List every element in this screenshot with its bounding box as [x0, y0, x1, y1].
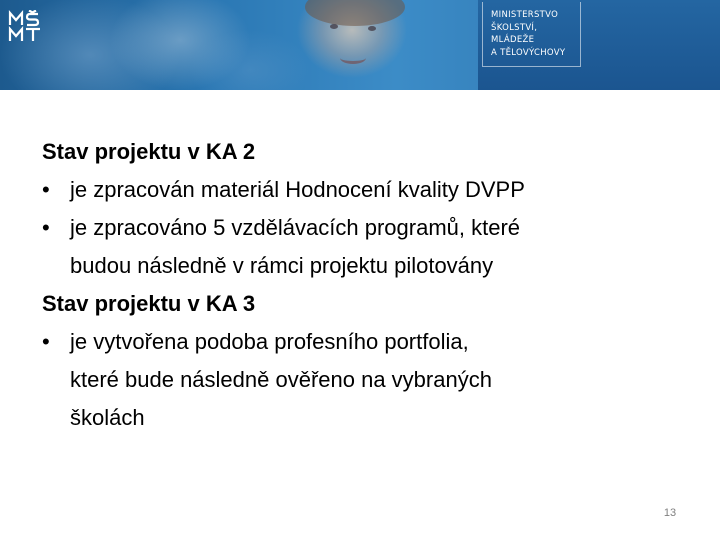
bullet-icon: •: [42, 329, 50, 354]
ministry-line: MINISTERSTVO: [491, 10, 559, 20]
children-photo: [0, 0, 480, 90]
section-heading: Stav projektu v KA 2: [42, 139, 256, 164]
bullet-item: [42, 171, 702, 209]
header-banner: [0, 0, 720, 90]
bullet-item: [42, 323, 702, 437]
ministry-name: [491, 9, 565, 59]
page-number: 13: [663, 507, 677, 519]
bullet-text: je zpracováno 5 vzdělávacích programů, které: [70, 215, 521, 240]
bullet-icon: •: [42, 177, 50, 202]
section-heading: Stav projektu v KA 3: [42, 291, 256, 316]
bullet-item: [42, 209, 702, 285]
slide-content: [42, 133, 702, 437]
msmt-logo: [8, 10, 60, 44]
ministry-line: ŠKOLSTVÍ,: [491, 22, 538, 33]
bullet-text: budou následně v rámci projektu pilotovány: [70, 253, 494, 278]
ministry-line: A TĚLOVÝCHOVY: [491, 47, 566, 58]
bullet-icon: •: [42, 215, 50, 240]
bullet-text: je zpracován materiál Hodnocení kvality DVPP: [70, 177, 525, 202]
bullet-text: školách: [70, 405, 145, 430]
bullet-text: které bude následně ověřeno na vybraných: [70, 367, 492, 392]
ministry-line: MLÁDEŽE: [491, 35, 535, 45]
bullet-text: je vytvořena podoba profesního portfolia,: [70, 329, 469, 354]
